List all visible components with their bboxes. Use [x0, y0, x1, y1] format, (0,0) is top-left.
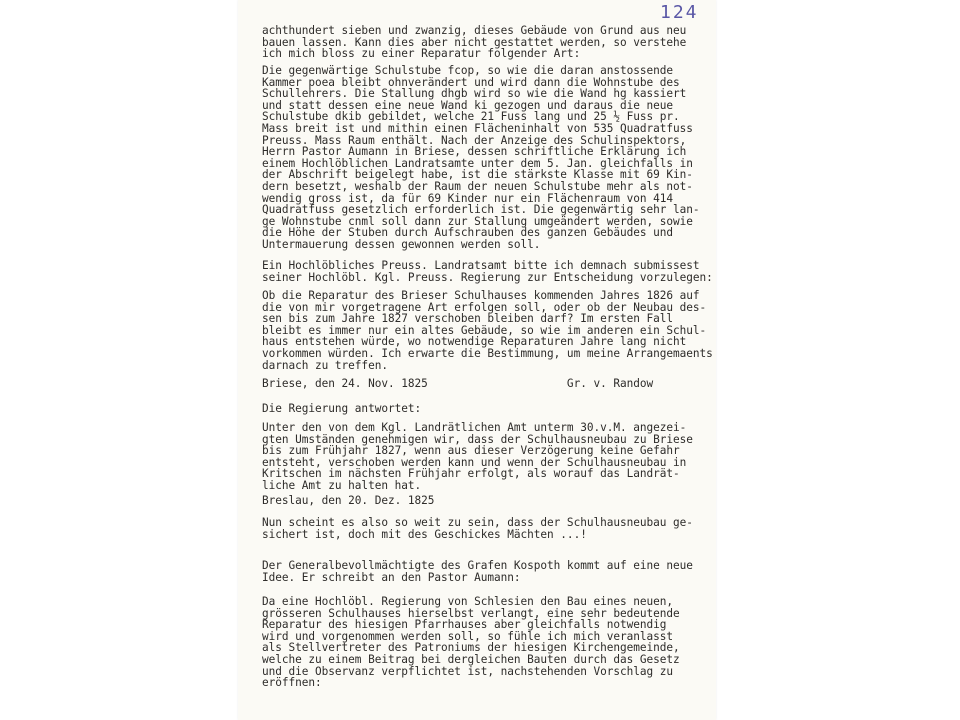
text-line: Die Regierung antwortet:: [262, 402, 422, 415]
text-line: die von mir vorgetragene Art erfolgen soll, oder ob der Neubau des-: [262, 300, 707, 314]
text-line: bleibt es immer nur ein altes Gebäude, so wie im anderen ein Schul-: [262, 323, 707, 337]
text-line: dern besetzt, weshalb der Raum der neuen Schulstube mehr als not-: [262, 179, 693, 193]
text-line: Unter den von dem Kgl. Landrätlichen Amt unterm 30.v.M. angezei-: [262, 421, 687, 434]
text-line: Untermauerung dessen gewonnen werden soll.: [262, 237, 541, 251]
text-line: eröffnen:: [262, 676, 322, 690]
text-line: Breslau, den 20. Dez. 1825: [262, 494, 435, 507]
text-line: Kammer poea bleibt ohnverändert und wird dann die Wohnstube des: [262, 75, 680, 89]
breslau-date: [262, 495, 716, 507]
paragraph-question: [262, 290, 716, 371]
text-line: wendig gross ist, da für 69 Kinder nur ein Flächenraum von 414: [262, 191, 673, 205]
text-line: ich mich bloss zu einer Reparatur folgender Art:: [262, 47, 581, 61]
text-line: der Abschrift beigelegt habe, ist die stärkste Klasse mit 69 Kin-: [262, 168, 693, 182]
text-line: Briese, den 24. Nov. 1825 Gr. v. Randow: [262, 377, 654, 390]
text-line: und statt dessen eine neue Wand ki gezogen und daraus die neue: [262, 98, 673, 112]
text-line: Ob die Reparatur des Brieser Schulhauses kommenden Jahres 1826 auf: [262, 289, 700, 302]
text-line: bauen lassen. Kann dies aber nicht gestattet werden, so verstehe: [262, 35, 687, 49]
text-line: Mass breit ist und mithin einen Flächeninhalt von 535 Quadratfuss: [262, 121, 693, 135]
text-line: sichert ist, doch mit des Geschickes Mächten ...!: [262, 527, 587, 541]
text-line: liche Amt zu halten hat.: [262, 478, 422, 492]
text-line: Preuss. Mass Raum enthält. Nach der Anzeige des Schulinspektors,: [262, 133, 687, 147]
text-line: Schulstube dkib gebildet, welche 21 Fuss lang und 25 ½ Fuss pr.: [262, 110, 680, 124]
text-line: seiner Hochlöbl. Kgl. Preuss. Regierung zur Entscheidung vorzulegen:: [262, 270, 713, 284]
paragraph-new-idea: [262, 560, 716, 583]
text-line: die Höhe der Stuben durch Aufschrauben des ganzen Gebäudes und: [262, 226, 673, 240]
text-line: bis zum Frühjahr 1827, wenn aus dieser Verzögerung keine Gefahr: [262, 444, 680, 458]
text-line: als Stellvertreter des Patroniums der hiesigen Kirchengemeinde,: [262, 641, 680, 655]
paragraph-comment: [262, 517, 716, 540]
text-line: einem Hochlöblichen Landratsamte unter dem 5. Jan. gleichfalls in: [262, 156, 693, 170]
text-line: Der Generalbevollmächtigte des Grafen Kospoth kommt auf eine neue: [262, 559, 693, 572]
page-number: 124: [660, 2, 699, 23]
text-line: Schullehrers. Die Stallung dhgb wird so wie die Wand hg kassiert: [262, 87, 687, 101]
text-line: sen bis zum Jahre 1827 verschoben bleiben darf? Im ersten Fall: [262, 312, 673, 326]
text-line: Herrn Pastor Aumann in Briese, dessen schriftliche Erklärung ich: [262, 145, 687, 159]
paragraph-intro: [262, 25, 716, 60]
text-line: wird und vorgenommen werden soll, so fühle ich mich veranlasst: [262, 629, 673, 643]
text-line: gten Umständen genehmigen wir, dass der Schulhausneubau zu Briese: [262, 432, 693, 446]
text-line: Idee. Er schreibt an den Pastor Aumann:: [262, 570, 521, 584]
text-line: welche zu einem Beitrag bei dergleichen Bauten durch das Gesetz: [262, 652, 680, 666]
text-line: Die gegenwärtige Schulstube fcop, so wie die daran anstossende: [262, 64, 673, 77]
text-line: grösseren Schulhauses hierselbst verlangt, eine sehr bedeutende: [262, 606, 680, 620]
paragraph-repair-description: [262, 65, 716, 251]
text-line: entsteht, verschoben werden kann und wenn der Schulhausneubau in: [262, 455, 687, 469]
text-line: achthundert sieben und zwanzig, dieses Gebäude von Grund aus neu: [262, 24, 687, 37]
text-line: Reparatur des hiesigen Pfarrhauses aber gleichfalls notwendig: [262, 618, 667, 632]
government-reply: [262, 422, 716, 492]
paragraph-request: [262, 260, 716, 283]
text-line: Nun scheint es also so weit zu sein, dass der Schulhausneubau ge-: [262, 516, 693, 529]
text-line: und die Observanz verpflichtet ist, nachstehenden Vorschlag zu: [262, 664, 673, 678]
text-line: Quadratfuss gesetzlich erforderlich ist. Die gegenwärtig sehr lan-: [262, 203, 700, 217]
text-line: haus entstehen würde, wo notwendige Reparaturen Jahre lang nicht: [262, 335, 687, 349]
text-line: vorkommen würden. Ich erwarte die Bestimmung, um meine Arrangemaents: [262, 346, 713, 360]
text-line: Kritschen im nächsten Frühjahr erfolgt, als worauf das Landrät-: [262, 467, 680, 481]
government-intro: [262, 403, 716, 415]
text-line: ge Wohnstube cnml soll dann zur Stallung umgeändert werden, sowie: [262, 214, 693, 228]
paragraph-letter: [262, 596, 716, 689]
text-line: Da eine Hochlöbl. Regierung von Schlesien den Bau eines neuen,: [262, 595, 673, 608]
text-line: Ein Hochlöbliches Preuss. Landratsamt bitte ich demnach submissest: [262, 259, 700, 272]
text-line: darnach zu treffen.: [262, 358, 388, 372]
signature-line: [262, 378, 716, 390]
